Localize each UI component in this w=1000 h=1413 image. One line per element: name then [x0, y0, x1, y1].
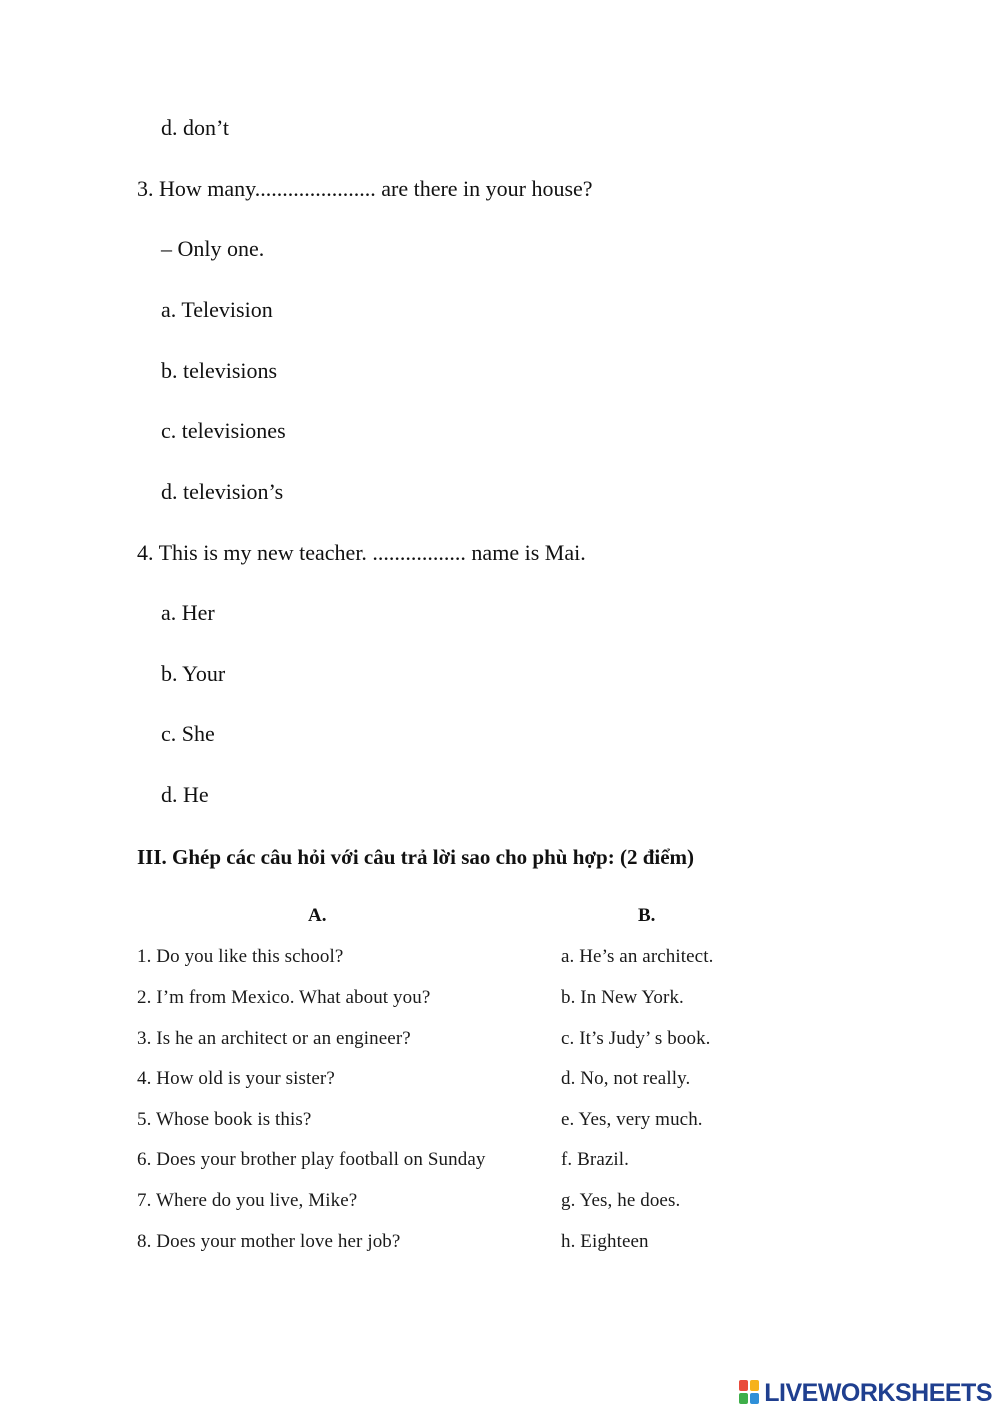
match-answer-c: c. It’s Judy’ s book.: [561, 1028, 711, 1049]
match-answer-e: e. Yes, very much.: [561, 1109, 703, 1130]
q3-option-b: b. televisions: [161, 358, 278, 383]
match-question-7: 7. Where do you live, Mike?: [137, 1190, 358, 1211]
match-answer-b: b. In New York.: [561, 987, 684, 1008]
q3-question: 3. How many...................... are there in your house?: [137, 176, 593, 201]
q4-option-b: b. Your: [161, 661, 226, 686]
match-question-3: 3. Is he an architect or an engineer?: [137, 1028, 411, 1049]
match-question-5: 5. Whose book is this?: [137, 1109, 312, 1130]
section3-heading: III. Ghép các câu hỏi với câu trả lời sao cho phù hợp: (2 điểm): [137, 845, 695, 869]
match-answer-d: d. No, not really.: [561, 1068, 691, 1089]
match-question-6: 6. Does your brother play football on Sunday: [137, 1149, 486, 1170]
match-question-8: 8. Does your mother love her job?: [137, 1231, 401, 1252]
match-question-2: 2. I’m from Mexico. What about you?: [137, 987, 431, 1008]
q4-option-a: a. Her: [161, 600, 215, 625]
column-a-header: A.: [308, 905, 327, 926]
match-answer-g: g. Yes, he does.: [561, 1190, 681, 1211]
q4-option-d: d. He: [161, 782, 209, 807]
q4-option-c: c. She: [161, 721, 215, 746]
match-question-4: 4. How old is your sister?: [137, 1068, 335, 1089]
match-question-1: 1. Do you like this school?: [137, 946, 344, 967]
q4-question: 4. This is my new teacher. ................. name is Mai.: [137, 540, 586, 565]
match-answer-a: a. He’s an architect.: [561, 946, 714, 967]
blocks-icon: [739, 1380, 761, 1406]
column-b-header: B.: [638, 905, 656, 926]
q3-option-a: a. Television: [161, 297, 273, 322]
logo-text: LIVEWORKSHEETS: [764, 1378, 992, 1407]
liveworksheets-logo[interactable]: [739, 1377, 992, 1409]
match-answer-h: h. Eighteen: [561, 1231, 649, 1252]
match-answer-f: f. Brazil.: [561, 1149, 630, 1170]
q2-option-d: d. don’t: [161, 115, 230, 140]
q3-answer-hint: – Only one.: [161, 236, 265, 261]
q3-option-d: d. television’s: [161, 479, 284, 504]
q3-option-c: c. televisiones: [161, 418, 286, 443]
